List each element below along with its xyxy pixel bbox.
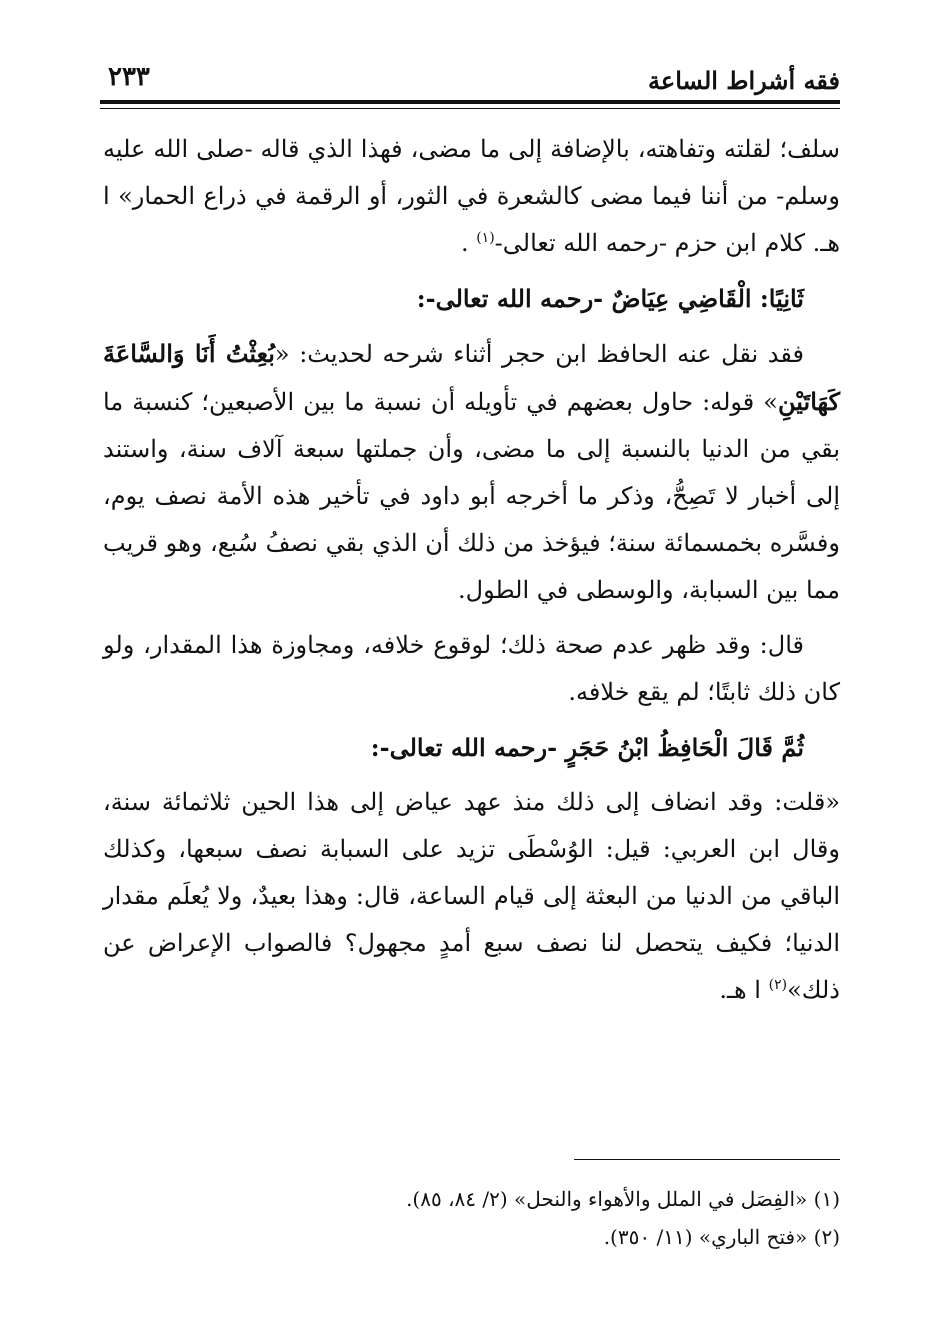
footnote: (٢) «فتح الباري» (١١/ ٣٥٠). xyxy=(603,1225,840,1249)
paragraph xyxy=(103,779,840,1014)
body-text xyxy=(103,126,840,1022)
page-header xyxy=(100,60,840,100)
page-number: ٢٣٣ xyxy=(108,62,150,92)
footnotes xyxy=(103,1180,840,1256)
section-heading xyxy=(103,724,840,771)
heading-text: ثَانِيًا: الْقَاضِي عِيَاضٌ xyxy=(611,284,804,313)
paragraph xyxy=(103,330,840,614)
header-rule-thick xyxy=(100,100,840,104)
paragraph-text: ا هـ. xyxy=(719,976,769,1004)
heading-suffix: -رحمه الله تعالى-: xyxy=(370,733,566,762)
header-rule-thin xyxy=(100,108,840,109)
heading-text: ثُمَّ قَالَ الْحَافِظُ ابْنُ حَجَرٍ xyxy=(565,733,804,762)
footnote-ref: (١) xyxy=(476,230,495,246)
section-heading xyxy=(103,275,840,322)
paragraph-text: سلف؛ لقلته وتفاهته، بالإضافة إلى ما مضى، فهذا الذي قاله -صلى الله عليه وسلم- من أننا فيما مضى كالشعرة في الثور، أو الرقمة في ذراع الحمار» ا هـ. كلام ابن حزم -رحمه الله تعالى- xyxy=(103,135,840,257)
footnote-ref: (٢) xyxy=(768,977,788,993)
paragraph xyxy=(103,126,840,267)
paragraph-text: «قلت: وقد انضاف إلى ذلك منذ عهد عياض إلى هذا الحين ثلاثمائة سنة، وقال ابن العربي: قيل: الوُسْطَى تزيد على السبابة نصف سبعها، وكذلك الباقي من الدنيا من البعثة إلى قيام الساعة، قال: وهذا بعيدٌ، ولا يُعلَم مقدار الدنيا؛ فكيف يتحصل لنا نصف سبع أمدٍ مجهول؟ فالصواب الإعراض عن ذلك» xyxy=(103,788,840,1004)
footnote: (١) «الفِصَل في الملل والأهواء والنحل» (٢/ ٨٤، ٨٥). xyxy=(406,1187,840,1211)
footnote-separator xyxy=(574,1159,840,1160)
paragraph-text: » قوله: حاول بعضهم في تأويله أن نسبة ما بين الأصبعين؛ كنسبة ما بقي من الدنيا بالنسبة إلى ما مضى، وأن جملتها سبعة آلاف سنة، واستند إلى أخبار لا تَصِحُّ، وذكر ما أخرجه أبو داود في تأخير هذه الأمة نصف يوم، وفسَّره بخمسمائة سنة؛ فيؤخذ من ذلك أن الذي بقي نصفُ سُبع، وهو قريب مما بين السبابة، والوسطى في الطول. xyxy=(103,388,840,604)
paragraph-text: . xyxy=(460,229,477,257)
paragraph: قال: وقد ظهر عدم صحة ذلك؛ لوقوع خلافه، ومجاوزة هذا المقدار، ولو كان ذلك ثابتًا؛ لم يقع خلافه. xyxy=(103,631,840,706)
heading-suffix: -رحمه الله تعالى-: xyxy=(416,284,612,313)
paragraph-text: فقد نقل عنه الحافظ ابن حجر أثناء شرحه لحديث: « xyxy=(274,340,805,368)
hadith-quote: بُعِثْتُ أَنَا وَالسَّاعَةَ كَهَاتَيْنِ xyxy=(103,339,840,416)
running-title: فقه أشراط الساعة xyxy=(648,66,840,95)
